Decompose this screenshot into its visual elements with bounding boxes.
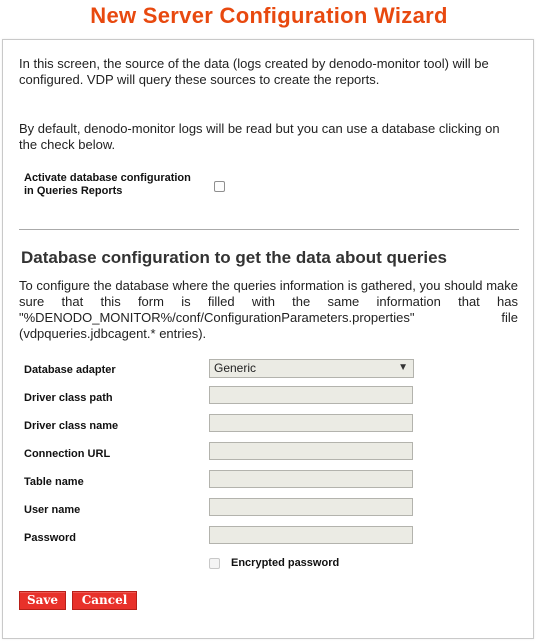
password-label: Password [24, 532, 76, 544]
section-divider [19, 229, 519, 230]
connection-url-input[interactable] [209, 442, 413, 460]
connection-url-label: Connection URL [24, 448, 111, 460]
password-input[interactable] [209, 526, 413, 544]
user-name-label: User name [24, 504, 81, 516]
db-section-title: Database configuration to get the data about queries [21, 248, 447, 267]
activate-db-checkbox[interactable] [214, 181, 225, 192]
activate-db-label: Activate database configuration in Queries Reports [24, 172, 191, 197]
page-title: New Server Configuration Wizard [90, 3, 448, 28]
database-adapter-label: Database adapter [24, 364, 116, 376]
driver-class-path-input[interactable] [209, 386, 413, 404]
table-name-label: Table name [24, 476, 84, 488]
user-name-input[interactable] [209, 498, 413, 516]
database-adapter-value: Generic [214, 361, 257, 375]
table-name-input[interactable] [209, 470, 413, 488]
default-info-text: By default, denodo-monitor logs will be read but you can use a database clicking on the check below. [19, 121, 500, 152]
encrypted-password-label: Encrypted password [231, 557, 340, 569]
driver-class-path-label: Driver class path [24, 392, 113, 404]
driver-class-name-input[interactable] [209, 414, 413, 432]
cancel-button[interactable]: Cancel [72, 591, 137, 610]
intro-text: In this screen, the source of the data (logs created by denodo-monitor tool) will be configured. VDP will query these sources to create the reports. [19, 56, 489, 87]
db-section-description: To configure the database where the queries information is gathered, you should make sure that this form is filled with the same information that has "%DENODO_MONITOR%/conf/ConfigurationParameters.properties" file (vdpqueries.jdbcagent.* entries). [19, 278, 518, 341]
dropdown-arrow-icon: ▼ [398, 362, 408, 373]
database-adapter-select[interactable] [209, 359, 414, 378]
save-button[interactable]: Save [19, 591, 66, 610]
encrypted-password-checkbox[interactable] [209, 558, 220, 569]
driver-class-name-label: Driver class name [24, 420, 119, 432]
